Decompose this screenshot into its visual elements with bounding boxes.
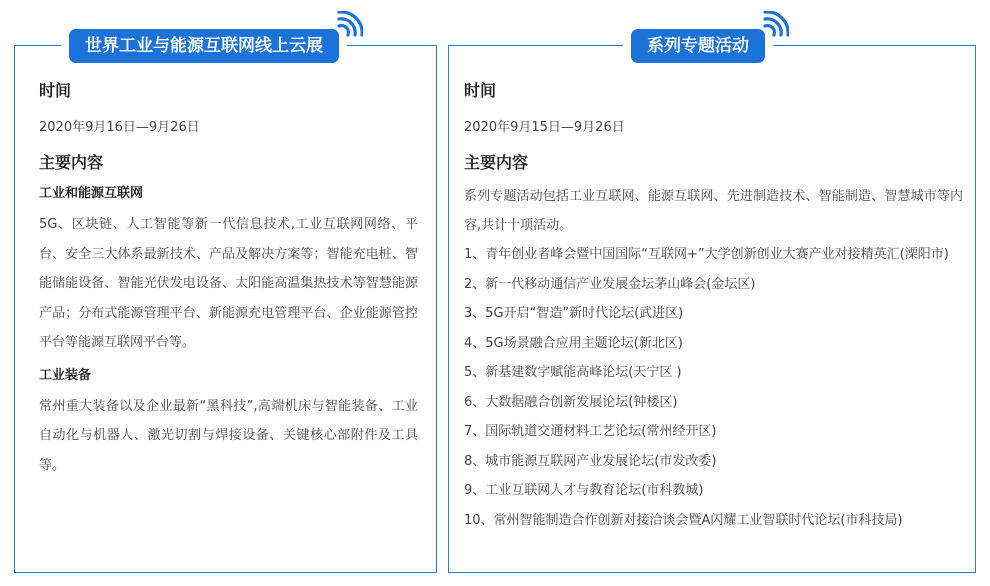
- activities-title-wrap: [623, 29, 773, 63]
- expo-title-badge: [69, 29, 339, 63]
- activities-content-heading: 主要内容: [464, 153, 529, 172]
- expo-title: 世界工业与能源互联网线上云展: [85, 36, 323, 56]
- expo-section-text: 5G、区块链、人工智能等新一代信息技术,工业互联网网络、平台、安全三大体系最新技术、产品及解决方案等；智能充电桩、智能储能设备、智能光伏发电设备、太阳能高温集热技术等智慧能源产品；分布式能源管理平台、新能源充电管理平台、企业能源管控平台等能源互联网平台等。: [39, 217, 418, 350]
- activities-date: 2020年9月15日—9月26日: [464, 120, 625, 135]
- list-item: 8、城市能源互联网产业发展论坛(市发改委): [464, 453, 717, 469]
- expo-panel: [14, 36, 437, 573]
- list-item: 3、5G开启“智造”新时代论坛(武进区): [464, 306, 684, 321]
- expo-section-text: 常州重大装备以及企业最新“黑科技”,高端机床与智能装备、工业自动化与机器人、激光切割与焊接设备、关键核心部附件及工具等。: [39, 398, 418, 473]
- list-item: 4、5G场景融合应用主题论坛(新北区): [464, 335, 683, 351]
- expo-date: 2020年9月16日—9月26日: [39, 120, 200, 135]
- list-item: 5、新基建数字赋能高峰论坛(天宁区 ): [464, 365, 682, 380]
- expo-section-title: 工业装备: [39, 367, 92, 383]
- expo-content-heading: 主要内容: [39, 153, 104, 172]
- expo-time-heading: 时间: [39, 81, 72, 100]
- activities-content: [464, 78, 963, 535]
- activities-title-badge: [631, 29, 765, 63]
- list-item: 6、大数据融合创新发展论坛(钟楼区): [464, 394, 678, 410]
- signal-wave-icon: [761, 11, 789, 39]
- list-item: 10、常州智能制造合作创新对接洽谈会暨A闪耀工业智联时代论坛(市科技局): [464, 512, 903, 528]
- activities-title: 系列专题活动: [647, 36, 749, 56]
- expo-title-wrap: [61, 29, 347, 63]
- list-item: 7、国际轨道交通材料工艺论坛(常州经开区): [464, 424, 717, 439]
- signal-wave-icon: [335, 11, 363, 39]
- activities-time-heading: 时间: [464, 81, 497, 100]
- list-item: 1、青年创业者峰会暨中国国际“互联网+”大学创新创业大赛产业对接精英汇(溧阳市): [464, 247, 949, 262]
- activities-intro: 系列专题活动包括工业互联网、能源互联网、先进制造技术、智能制造、智慧城市等内容,共计十项活动。: [464, 189, 963, 233]
- list-item: 9、工业互联网人才与教育论坛(市科教城): [464, 483, 704, 498]
- list-item: 2、新一代移动通信产业发展金坛茅山峰会(金坛区): [464, 276, 756, 292]
- activities-panel: [448, 36, 976, 573]
- expo-section-title: 工业和能源互联网: [39, 186, 144, 201]
- expo-content: [39, 78, 418, 480]
- activities-list: [464, 240, 963, 535]
